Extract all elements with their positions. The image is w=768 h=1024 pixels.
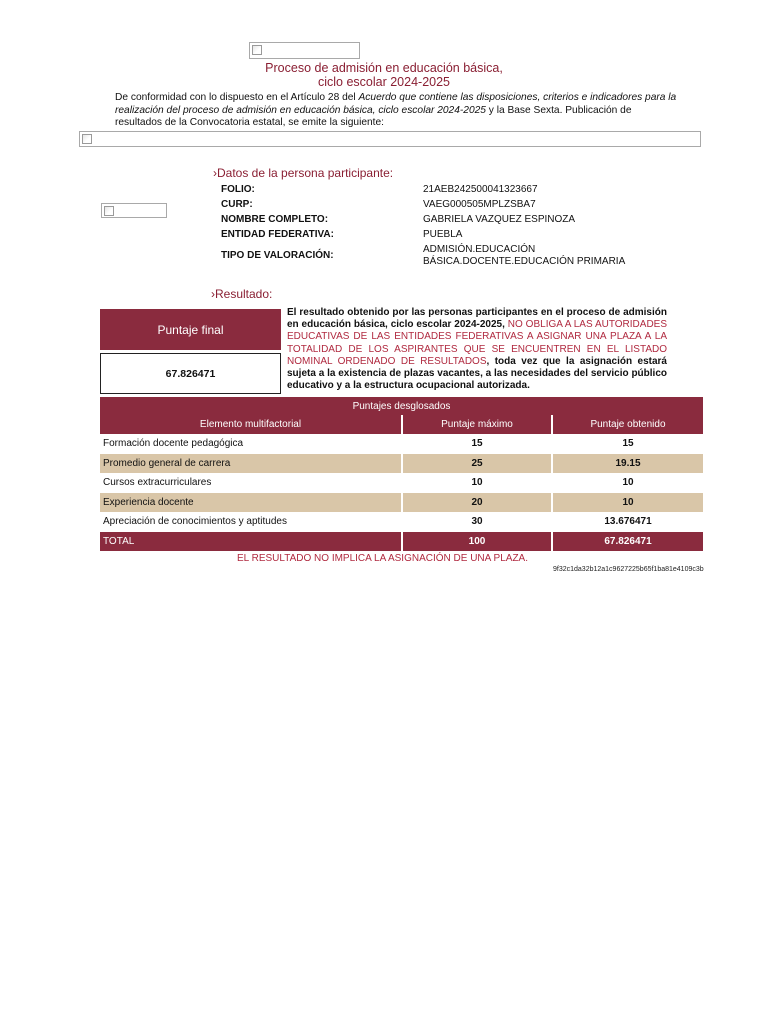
banner-image [79, 131, 701, 147]
row-max: 10 [402, 473, 552, 493]
row-obtained: 10 [552, 473, 703, 493]
result-text-2: , toda vez que la asignación estará sujeta a la existencia de plazas vacantes, a las necesidades del servicio público educativo y a la estructura ocupacional autorizada. [287, 355, 667, 392]
participant-photo-image [101, 203, 167, 218]
page-title-line1: Proceso de admisión en educación básica, [265, 61, 503, 75]
row-max: 20 [402, 493, 552, 513]
table-row [100, 473, 703, 493]
row-max: 30 [402, 512, 552, 532]
table-row [100, 493, 703, 513]
table-caption: Puntajes desglosados [100, 397, 703, 415]
assessment-type-label: TIPO DE VALORACIÓN: [221, 250, 334, 261]
curp-label: CURP: [221, 199, 253, 210]
row-max: 25 [402, 454, 552, 474]
folio-label: FOLIO: [221, 184, 255, 195]
state-label: ENTIDAD FEDERATIVA: [221, 229, 334, 240]
full-name-value: GABRIELA VAZQUEZ ESPINOZA [423, 214, 576, 225]
result-text-1: El resultado obtenido por las personas participantes en el proceso de admisión en educación básica, ciclo escolar 2024-2025, [287, 307, 667, 331]
final-score-value: 67.826471 [100, 353, 281, 394]
intro-paragraph [115, 92, 680, 130]
table-row [100, 512, 703, 532]
verification-hash: 9f32c1da32b12a1c9627225b65f1ba81e4109c3b [553, 566, 704, 573]
curp-value: VAEG000505MPLZSBA7 [423, 199, 536, 210]
header-logo-image [249, 42, 360, 59]
table-row [100, 454, 703, 474]
score-breakdown-table [100, 397, 703, 551]
row-element: Promedio general de carrera [100, 454, 402, 474]
header-obtained-score: Puntaje obtenido [552, 415, 703, 434]
row-element: Apreciación de conocimientos y aptitudes [100, 512, 402, 532]
row-max: 15 [402, 434, 552, 454]
assessment-type-value: ADMISIÓN.EDUCACIÓN BÁSICA.DOCENTE.EDUCACIÓN PRIMARIA [423, 244, 626, 267]
row-obtained: 13.676471 [552, 512, 703, 532]
no-assignment-notice: EL RESULTADO NO IMPLICA LA ASIGNACIÓN DE UNA PLAZA. [236, 553, 528, 564]
final-score-label: Puntaje final [100, 309, 281, 350]
row-element: Formación docente pedagógica [100, 434, 402, 454]
result-disclaimer [287, 307, 667, 392]
state-value: PUEBLA [423, 229, 463, 240]
intro-agreement-title: Acuerdo que contiene las disposiciones, criterios e indicadores para la realización del proceso de admisión en educación básica, ciclo escolar 2024-2025 [115, 92, 677, 116]
full-name-label: NOMBRE COMPLETO: [221, 214, 329, 225]
participant-section-title: ›Datos de la persona participante: [213, 166, 394, 180]
folio-value: 21AEB242500041323667 [423, 184, 538, 195]
result-text-highlight: NO OBLIGA A LAS AUTORIDADES EDUCATIVAS DE LAS ENTIDADES FEDERATIVAS A ASIGNAR UNA PLAZA A LA TOTALIDAD DE LOS ASPIRANTES QUE SE ENCUENTREN EN EL LISTADO NOMINAL ORDENADO DE RESULTADOS [287, 319, 668, 367]
page-title-line2: ciclo escolar 2024-2025 [317, 75, 451, 89]
row-element: Experiencia docente [100, 493, 402, 513]
table-total-row [100, 532, 703, 552]
row-obtained: 10 [552, 493, 703, 513]
intro-text-1: De conformidad con lo dispuesto en el Artículo 28 del [115, 92, 359, 103]
row-obtained: 19.15 [552, 454, 703, 474]
table-row [100, 434, 703, 454]
result-section-title: ›Resultado: [211, 287, 273, 301]
intro-text-2: y la Base Sexta. Publicación de resultados de la Convocatoria estatal, se emite la siguiente: [115, 104, 632, 128]
header-element: Elemento multifactorial [100, 415, 402, 434]
total-obtained: 67.826471 [552, 532, 703, 552]
row-obtained: 15 [552, 434, 703, 454]
total-max: 100 [402, 532, 552, 552]
row-element: Cursos extracurriculares [100, 473, 402, 493]
header-max-score: Puntaje máximo [402, 415, 552, 434]
total-label: TOTAL [100, 532, 402, 552]
